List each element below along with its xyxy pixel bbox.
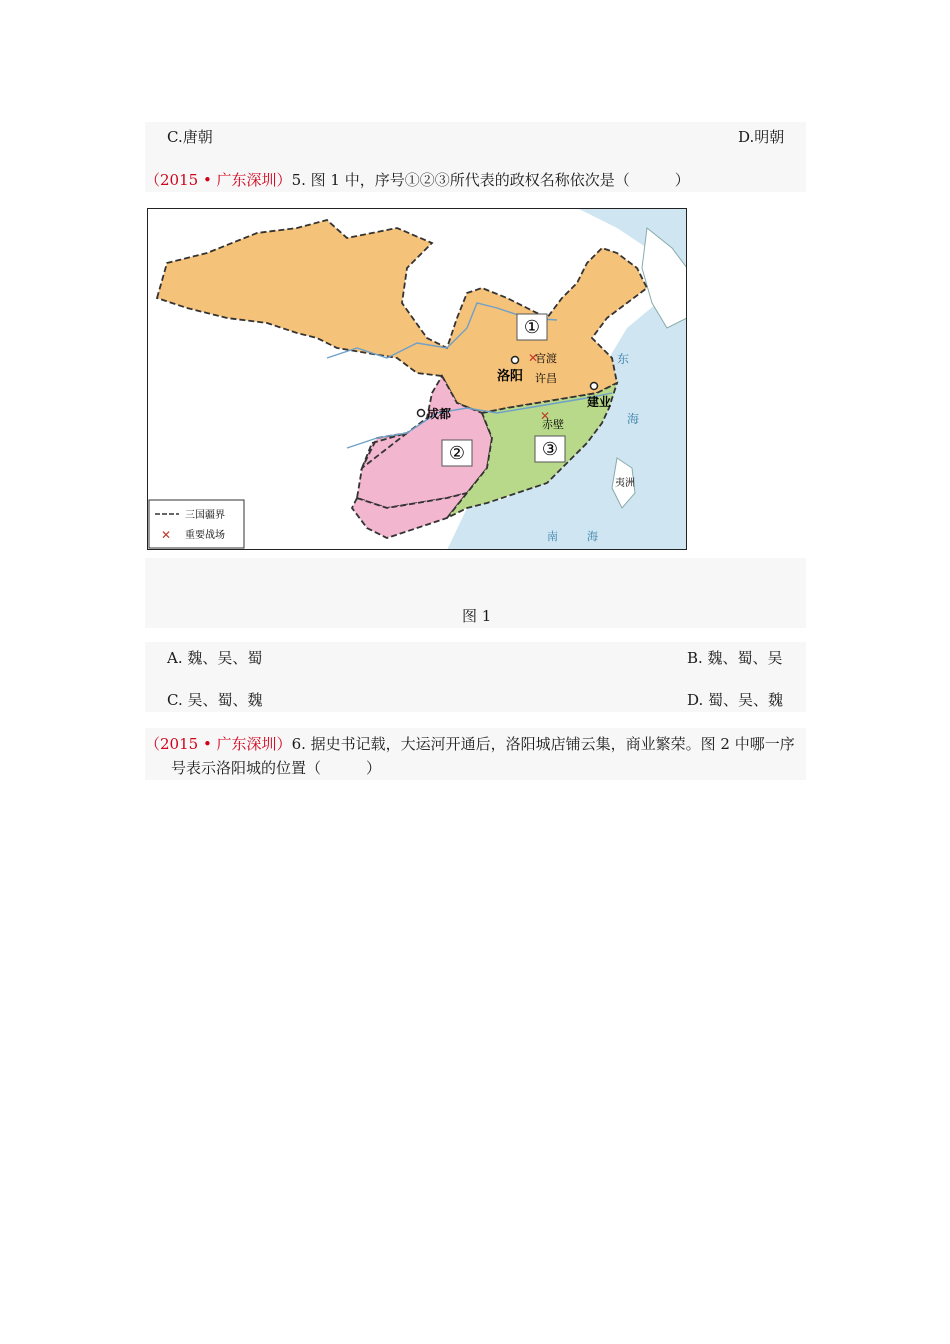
question-5	[145, 170, 690, 190]
city-chibi: 赤壁	[542, 418, 564, 431]
option-d: D. 蜀、吴、魏	[687, 691, 784, 709]
question-6	[145, 734, 795, 754]
city-guandu: 官渡	[535, 352, 557, 365]
question-6-line2: 号表示洛阳城的位置（ ）	[171, 759, 382, 777]
island-label-yizhou: 夷洲	[615, 478, 635, 489]
question-6-source: （2015 • 广东深圳）	[145, 735, 292, 753]
sea-label-dong: 东	[617, 352, 630, 366]
city-jianye: 建业	[587, 395, 612, 409]
region-label-3: ③	[541, 439, 559, 460]
legend-battle-icon: ✕	[161, 528, 172, 542]
city-chengdu: 成都	[427, 407, 452, 421]
option-c: C. 吴、蜀、魏	[167, 691, 263, 709]
city-marker-jianye	[591, 383, 598, 390]
battle-marker-chibi: ✕	[540, 409, 551, 423]
option-a: A. 魏、吴、蜀	[167, 649, 263, 667]
sea-label-hai-east: 海	[627, 412, 640, 426]
city-marker-chengdu	[418, 410, 425, 417]
question-5-text: 5. 图 1 中，序号①②③所代表的政权名称依次是（ ）	[291, 171, 690, 189]
legend-border-label: 三国疆界	[185, 510, 225, 521]
figure-caption: 图 1	[462, 607, 492, 625]
option-c-prev: C.唐朝	[167, 128, 213, 146]
option-d-prev: D.明朝	[738, 128, 785, 146]
three-kingdoms-map	[147, 208, 687, 550]
question-6-text-line1: 6. 据史书记载，大运河开通后，洛阳城店铺云集，商业繁荣。图 2 中哪一序	[291, 735, 795, 753]
option-b: B. 魏、蜀、吴	[687, 649, 783, 667]
sea-label-hai-south: 海	[587, 530, 598, 543]
legend-battle-label: 重要战场	[185, 530, 225, 541]
city-marker-luoyang	[512, 357, 519, 364]
battle-marker-guandu: ✕	[528, 351, 539, 365]
region-label-2: ②	[448, 443, 466, 464]
city-luoyang: 洛阳	[497, 369, 524, 384]
question-5-source: （2015 • 广东深圳）	[145, 171, 292, 189]
region-label-1: ①	[523, 317, 541, 338]
sea-label-nan: 南	[547, 530, 558, 543]
city-xuchang: 许昌	[535, 372, 557, 385]
